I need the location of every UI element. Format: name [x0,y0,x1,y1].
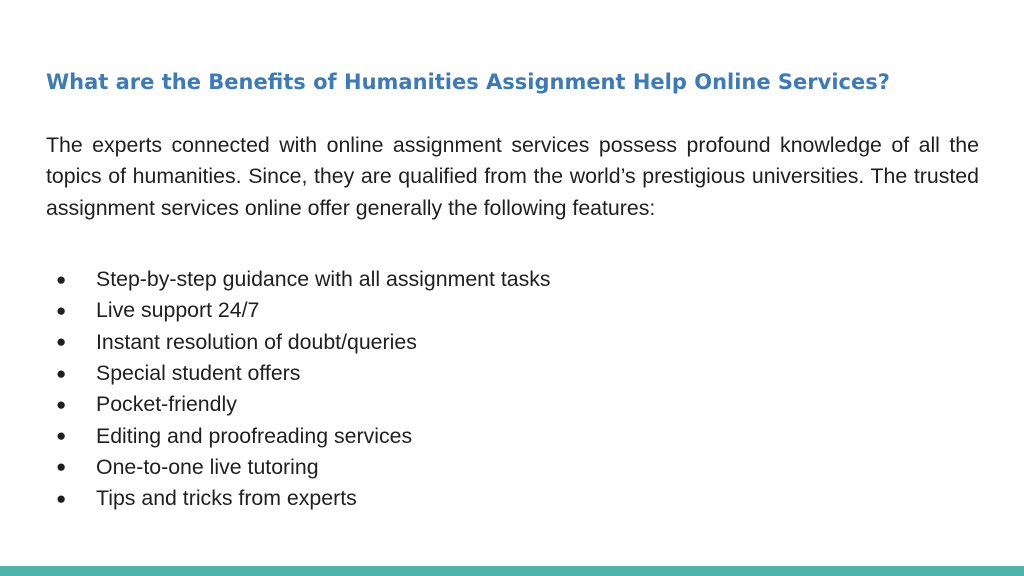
bullet-icon: ● [56,363,67,383]
list-item [46,420,946,451]
list-item [46,358,946,389]
slide-title: What are the Benefits of Humanities Assignment Help Online Services? [46,70,890,94]
list-item [46,264,946,295]
list-item-text: Instant resolution of doubt/queries [96,329,417,354]
list-item-text: Editing and proofreading services [96,423,413,448]
bullet-icon: ● [56,332,67,352]
list-item-text: Live support 24/7 [96,298,260,323]
bullet-icon: ● [56,426,67,446]
list-item [46,295,946,326]
list-item-text: Special student offers [96,361,301,386]
accent-bar [0,566,1024,576]
intro-paragraph: The experts connected with online assignment services possess profound knowledge of all the topics of humanities. Since, they are qualified from the world’s prestigious universities. The trusted assignment services online offer generally the following features: [46,133,979,220]
list-item-text: Step-by-step guidance with all assignment tasks [96,267,551,292]
benefits-list [46,264,946,514]
bullet-icon: ● [56,457,67,477]
bullet-icon: ● [56,394,67,414]
list-item-text: One-to-one live tutoring [96,454,319,479]
list-item-text: Tips and tricks from experts [96,486,357,511]
list-item [46,327,946,358]
list-item-text: Pocket-friendly [96,392,237,417]
bullet-icon: ● [56,300,67,320]
list-item [46,389,946,420]
list-item [46,483,946,514]
bullet-icon: ● [56,488,67,508]
bullet-icon: ● [56,269,67,289]
list-item [46,452,946,483]
